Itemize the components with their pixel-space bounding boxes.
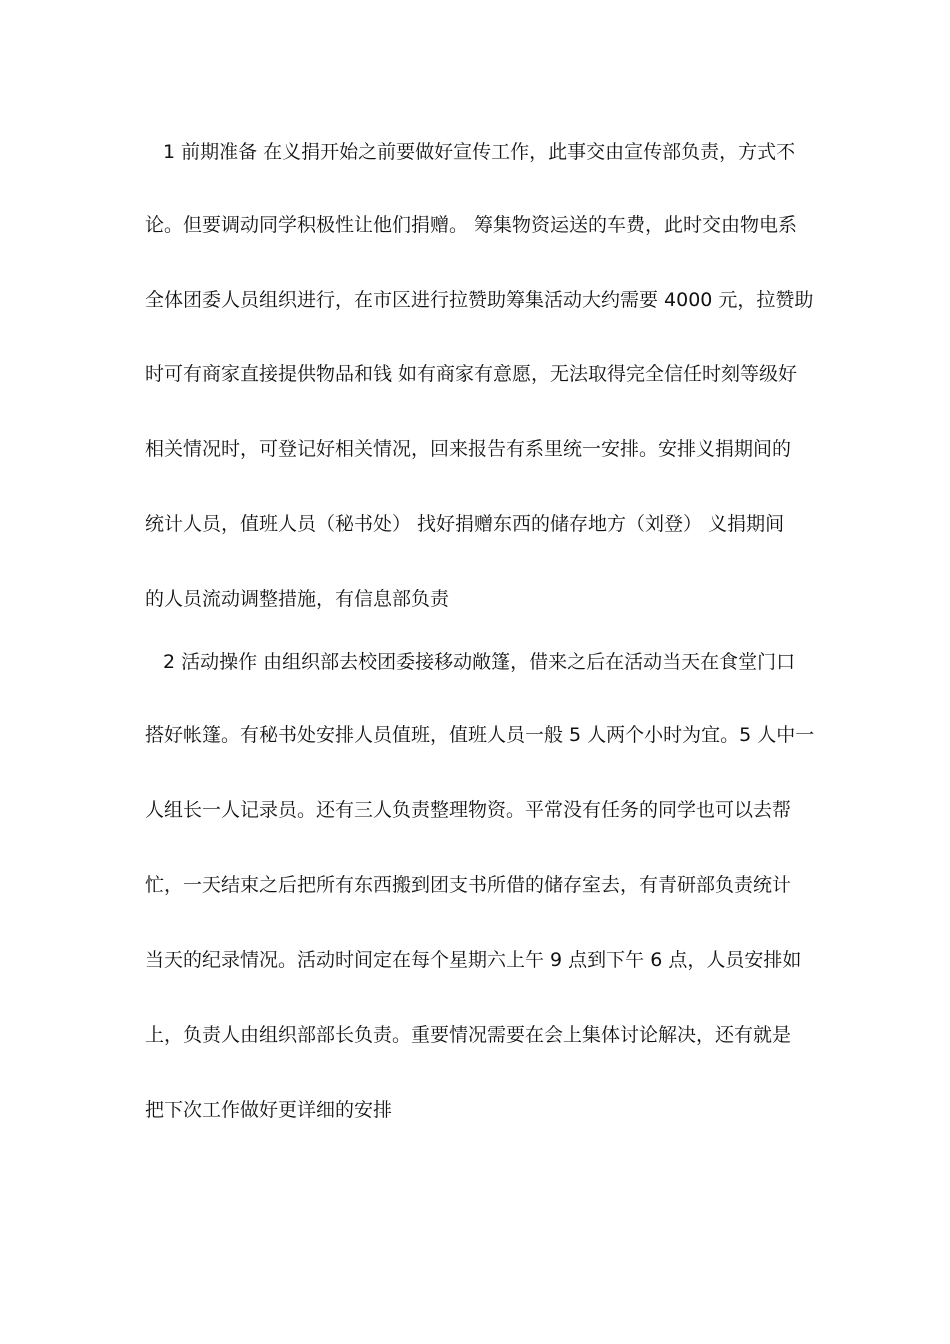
text-line: 上，负责人由组织部部长负责。重要情况需要在会上集体讨论解决，还有就是 xyxy=(145,1024,792,1046)
text-line: 时可有商家直接提供物品和钱 如有商家有意愿，无法取得完全信任时刻等级好 xyxy=(145,363,798,385)
text-line: 相关情况时，可登记好相关情况，回来报告有系里统一安排。安排义捐期间的 xyxy=(145,438,792,460)
text-line: 的人员流动调整措施，有信息部负责 xyxy=(145,588,450,610)
text-line: 2 活动操作 由组织部去校团委接移动敞篷，借来之后在活动当天在食堂门口 xyxy=(163,651,796,673)
text-line: 搭好帐篷。有秘书处安排人员值班，值班人员一般 5 人两个小时为宜。5 人中一 xyxy=(145,724,815,746)
text-line: 把下次工作做好更详细的安排 xyxy=(145,1099,393,1121)
text-line: 忙，一天结束之后把所有东西搬到团支书所借的储存室去，有青研部负责统计 xyxy=(145,874,792,896)
text-line: 全体团委人员组织进行，在市区进行拉赞助筹集活动大约需要 4000 元，拉赞助 xyxy=(145,289,814,311)
text-line: 当天的纪录情况。活动时间定在每个星期六上午 9 点到下午 6 点，人员安排如 xyxy=(145,949,802,971)
text-line: 论。但要调动同学积极性让他们捐赠。 筹集物资运送的车费，此时交由物电系 xyxy=(145,214,798,236)
text-line: 统计人员，值班人员（秘书处） 找好捐赠东西的储存地方（刘登） 义捐期间 xyxy=(145,513,785,535)
text-line: 人组长一人记录员。还有三人负责整理物资。平常没有任务的同学也可以去帮 xyxy=(145,799,792,821)
text-line: 1 前期准备 在义捐开始之前要做好宣传工作，此事交由宣传部负责，方式不 xyxy=(163,141,796,163)
